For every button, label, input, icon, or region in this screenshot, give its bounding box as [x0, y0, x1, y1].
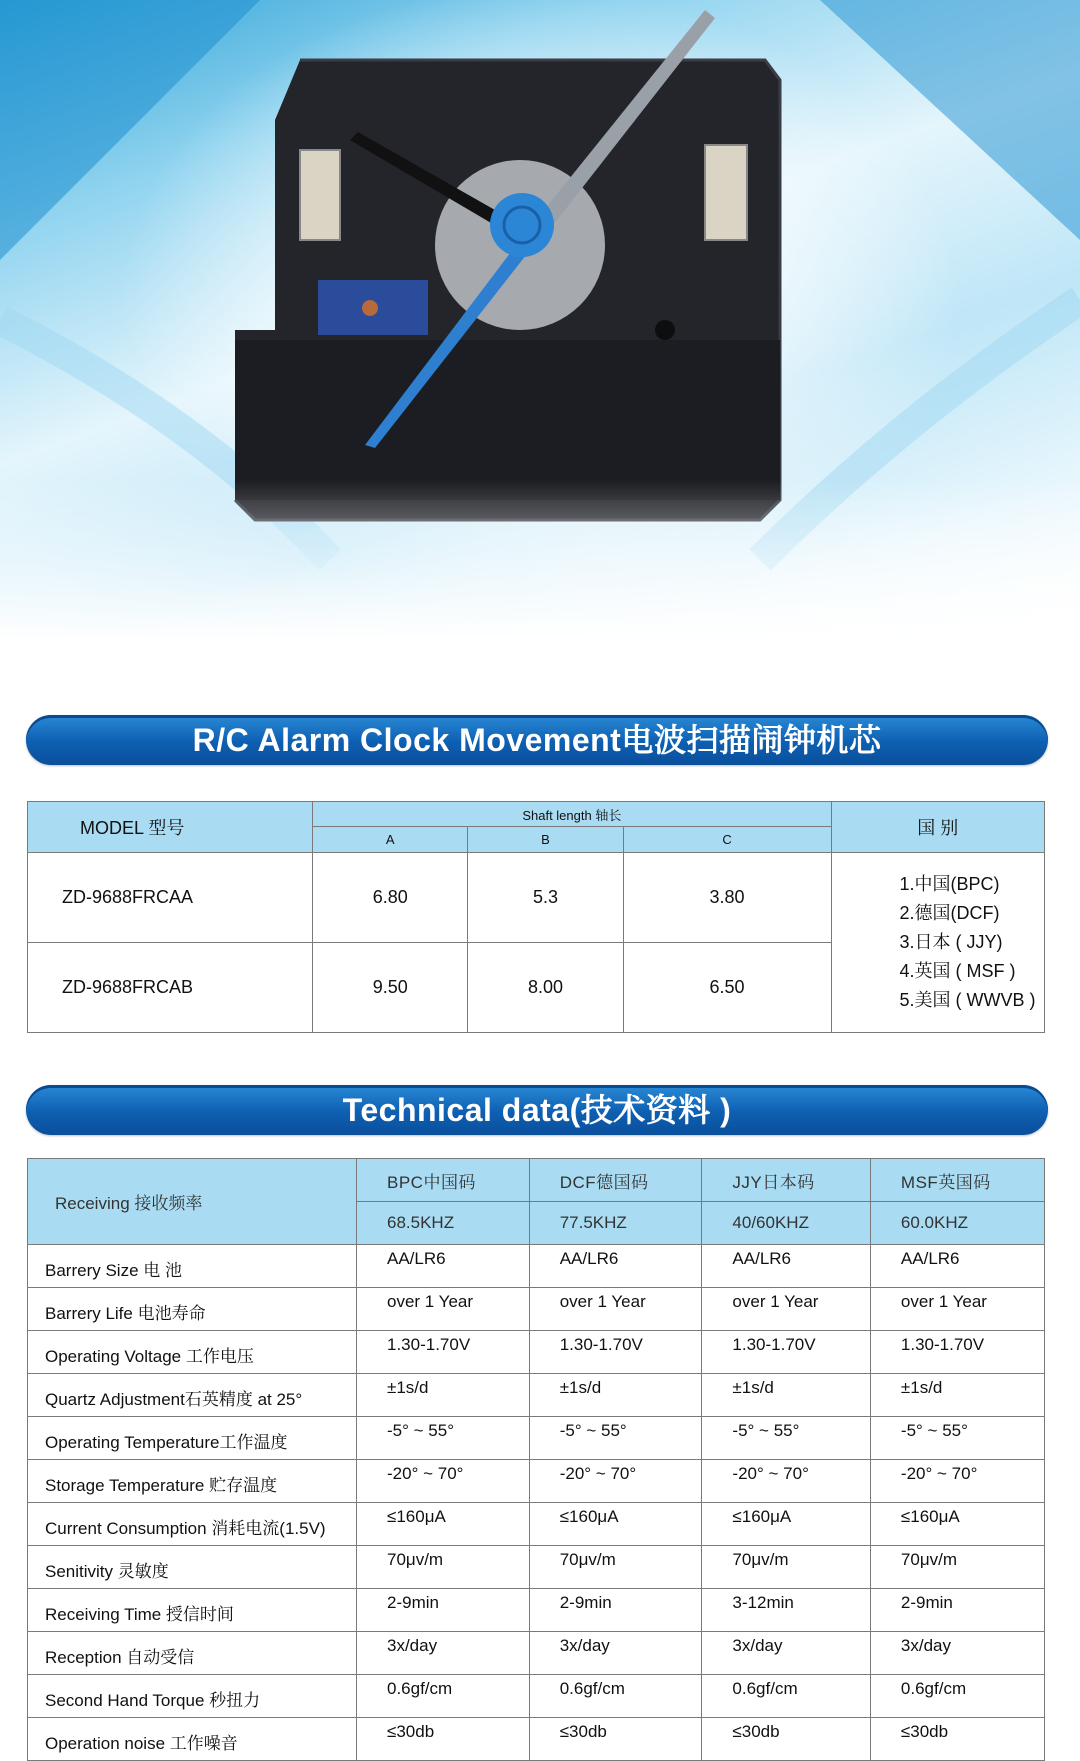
spec-label: Operation noise 工作噪音	[28, 1718, 357, 1761]
spec-value: 2-9min	[529, 1589, 702, 1632]
model-section-banner	[26, 715, 1048, 765]
spec-value: over 1 Year	[702, 1288, 871, 1331]
spec-value: ≤30db	[702, 1718, 871, 1761]
table-row	[28, 1288, 1045, 1331]
hero-product-photo	[0, 0, 1080, 640]
technical-data-body	[28, 1245, 1045, 1761]
table-row	[28, 1245, 1045, 1288]
spec-value: AA/LR6	[529, 1245, 702, 1288]
model-name: ZD-9688FRCAB	[28, 943, 313, 1033]
spec-value: ≤30db	[529, 1718, 702, 1761]
spec-value: -20° ~ 70°	[357, 1460, 530, 1503]
shaft-b-value: 8.00	[468, 943, 623, 1033]
table-row	[28, 1503, 1045, 1546]
spec-value: 70μv/m	[357, 1546, 530, 1589]
spec-label: Reception 自动受信	[28, 1632, 357, 1675]
receiving-header: Receiving 接收频率	[28, 1159, 357, 1245]
spec-value: 0.6gf/cm	[529, 1675, 702, 1718]
spec-value: AA/LR6	[702, 1245, 871, 1288]
table-row	[28, 1331, 1045, 1374]
spec-value: 70μv/m	[702, 1546, 871, 1589]
spec-value: 0.6gf/cm	[702, 1675, 871, 1718]
country-header: 国 别	[831, 802, 1044, 853]
spec-value: over 1 Year	[529, 1288, 702, 1331]
clock-movement-illustration	[0, 0, 1080, 640]
shaft-c-value: 6.50	[623, 943, 831, 1033]
table-row	[28, 1632, 1045, 1675]
table-row	[28, 1417, 1045, 1460]
table-row	[28, 1589, 1045, 1632]
system-header: JJY日本码	[702, 1159, 871, 1202]
system-header: BPC中国码	[357, 1159, 530, 1202]
country-item: 2.德国(DCF)	[899, 903, 1000, 923]
spec-value: AA/LR6	[357, 1245, 530, 1288]
shaft-col-b: B	[468, 827, 623, 853]
spec-value: 1.30-1.70V	[702, 1331, 871, 1374]
technical-data-banner	[26, 1085, 1048, 1135]
spec-value: 1.30-1.70V	[870, 1331, 1044, 1374]
spec-label: Current Consumption 消耗电流(1.5V)	[28, 1503, 357, 1546]
shaft-a-value: 9.50	[313, 943, 468, 1033]
spec-value: over 1 Year	[357, 1288, 530, 1331]
system-header: DCF德国码	[529, 1159, 702, 1202]
country-item: 4.英国 ( MSF )	[899, 961, 1016, 981]
spec-value: 3-12min	[702, 1589, 871, 1632]
spec-value: ≤160μA	[870, 1503, 1044, 1546]
shaft-col-a: A	[313, 827, 468, 853]
spec-value: 3x/day	[870, 1632, 1044, 1675]
spec-value: over 1 Year	[870, 1288, 1044, 1331]
spec-value: 0.6gf/cm	[357, 1675, 530, 1718]
spec-label: Senitivity 灵敏度	[28, 1546, 357, 1589]
frequency-header: 77.5KHZ	[529, 1202, 702, 1245]
spec-value: ≤160μA	[702, 1503, 871, 1546]
spec-value: ±1s/d	[702, 1374, 871, 1417]
model-name: ZD-9688FRCAA	[28, 853, 313, 943]
country-item: 5.美国 ( WWVB )	[899, 990, 1036, 1010]
table-row	[28, 1546, 1045, 1589]
table-row	[28, 1460, 1045, 1503]
spec-value: AA/LR6	[870, 1245, 1044, 1288]
country-list	[831, 853, 1044, 1033]
spec-value: ≤160μA	[529, 1503, 702, 1546]
model-section-title: R/C Alarm Clock Movement电波扫描闹钟机芯	[192, 722, 882, 758]
spec-value: -20° ~ 70°	[529, 1460, 702, 1503]
spec-value: 2-9min	[357, 1589, 530, 1632]
spec-value: -5° ~ 55°	[529, 1417, 702, 1460]
spec-label: Storage Temperature 贮存温度	[28, 1460, 357, 1503]
spec-value: 3x/day	[357, 1632, 530, 1675]
spec-value: 3x/day	[529, 1632, 702, 1675]
spec-label: Operating Voltage 工作电压	[28, 1331, 357, 1374]
frequency-header: 68.5KHZ	[357, 1202, 530, 1245]
spec-label: Receiving Time 授信时间	[28, 1589, 357, 1632]
spec-value: -5° ~ 55°	[870, 1417, 1044, 1460]
shaft-c-value: 3.80	[623, 853, 831, 943]
spec-value: 3x/day	[702, 1632, 871, 1675]
frequency-header: 40/60KHZ	[702, 1202, 871, 1245]
spec-value: 1.30-1.70V	[529, 1331, 702, 1374]
shaft-b-value: 5.3	[468, 853, 623, 943]
table-row	[28, 853, 1045, 943]
spec-value: -20° ~ 70°	[870, 1460, 1044, 1503]
table-row	[28, 1374, 1045, 1417]
spec-value: ±1s/d	[870, 1374, 1044, 1417]
frequency-header: 60.0KHZ	[870, 1202, 1044, 1245]
spec-value: 2-9min	[870, 1589, 1044, 1632]
shaft-a-value: 6.80	[313, 853, 468, 943]
model-table	[27, 801, 1045, 1033]
spec-value: -5° ~ 55°	[702, 1417, 871, 1460]
spec-label: Quartz Adjustment石英精度 at 25°	[28, 1374, 357, 1417]
spec-value: 70μv/m	[529, 1546, 702, 1589]
technical-data-table	[27, 1158, 1045, 1761]
shaft-length-header: Shaft length 轴长	[313, 802, 831, 827]
spec-value: 70μv/m	[870, 1546, 1044, 1589]
spec-label: Second Hand Torque 秒扭力	[28, 1675, 357, 1718]
spec-label: Barrery Size 电 池	[28, 1245, 357, 1288]
country-item: 3.日本 ( JJY)	[899, 932, 1003, 952]
technical-data-title: Technical data(技术资料 )	[342, 1092, 732, 1128]
table-row	[28, 1718, 1045, 1761]
spec-value: ≤30db	[357, 1718, 530, 1761]
spec-label: Operating Temperature工作温度	[28, 1417, 357, 1460]
spec-value: ≤30db	[870, 1718, 1044, 1761]
spec-value: 1.30-1.70V	[357, 1331, 530, 1374]
spec-value: -5° ~ 55°	[357, 1417, 530, 1460]
spec-value: -20° ~ 70°	[702, 1460, 871, 1503]
shaft-col-c: C	[623, 827, 831, 853]
system-header: MSF英国码	[870, 1159, 1044, 1202]
spec-value: ±1s/d	[529, 1374, 702, 1417]
spec-value: 0.6gf/cm	[870, 1675, 1044, 1718]
table-row	[28, 1675, 1045, 1718]
spec-value: ≤160μA	[357, 1503, 530, 1546]
country-item: 1.中国(BPC)	[899, 874, 1000, 894]
model-header: MODEL 型号	[28, 802, 313, 853]
spec-value: ±1s/d	[357, 1374, 530, 1417]
spec-label: Barrery Life 电池寿命	[28, 1288, 357, 1331]
